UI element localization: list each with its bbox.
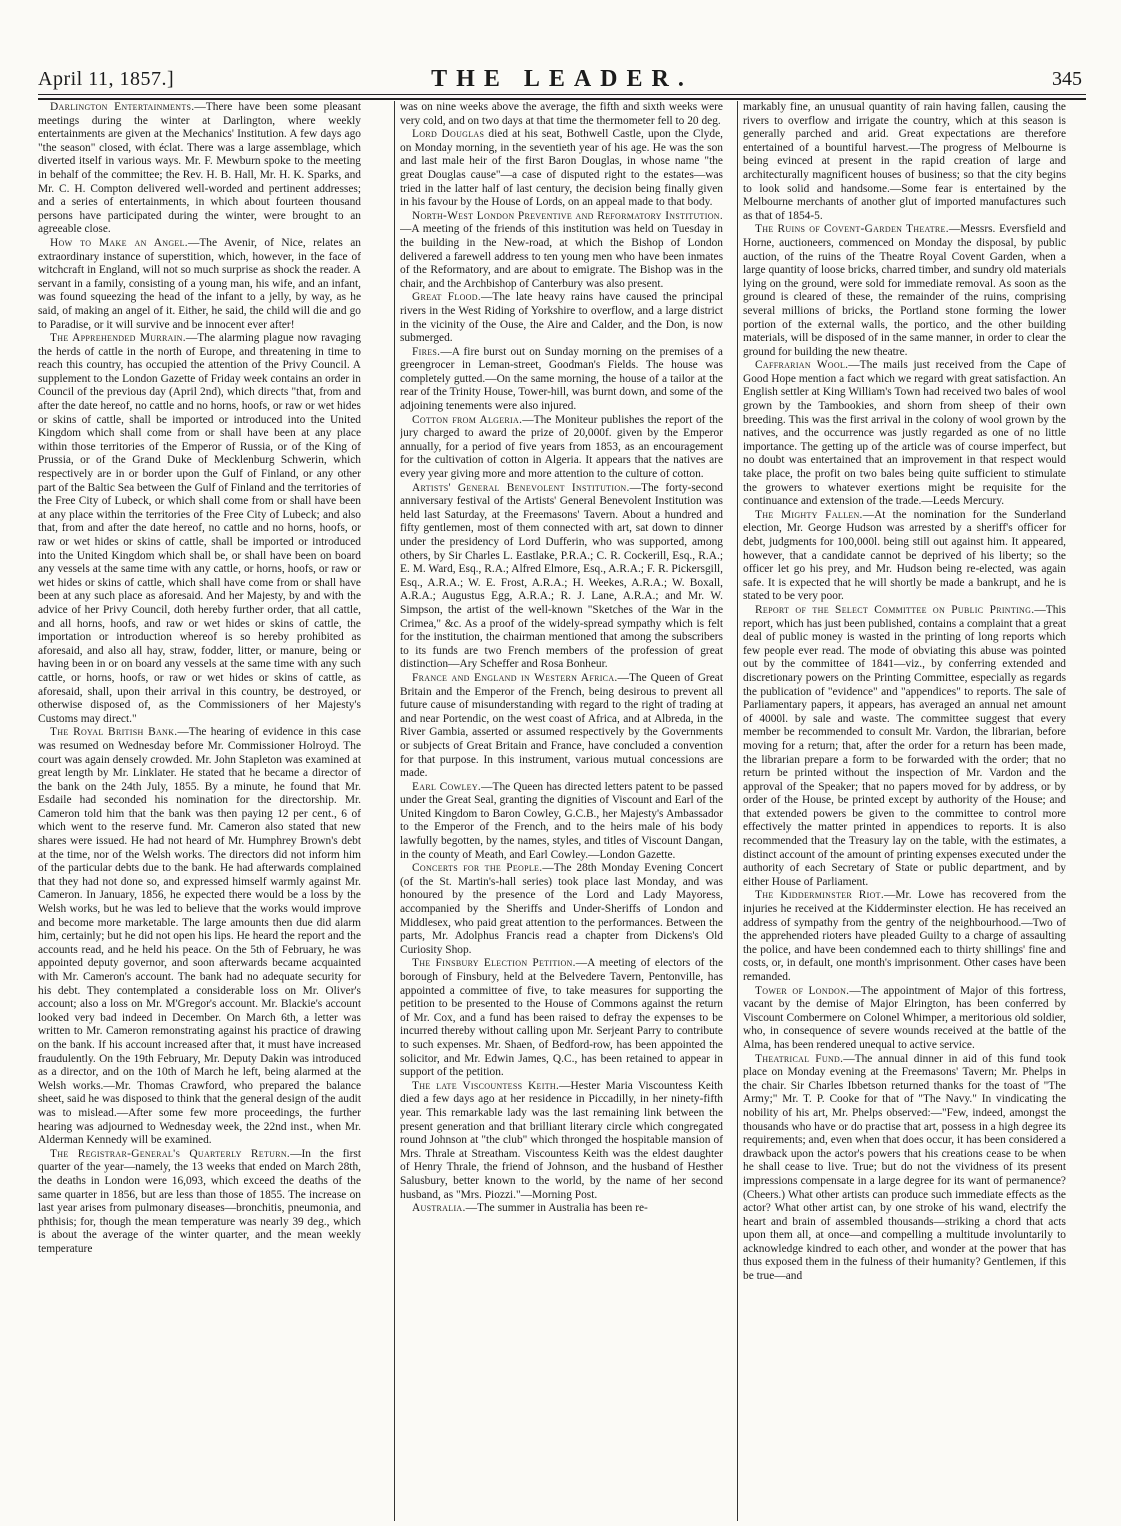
article-heading: France and England in Western Africa. (412, 671, 618, 684)
article-text: —Messrs. Eversfield and Horne, auctioneers, commenced on Monday the disposal, by public auction, of the ruins of the Theatre Royal Covent Garden, when a large quantity of loose bricks, charred timber, and sundry old materials lying on the ground, were sold for immediate removal. As soon as the ground is cleared of these, the remainder of the ruins, comprising several millions of bricks, the Portland stone forming the lower portion of the external walls, the portico, and the other building materials, will be disposed of in the same manner, in order to clear the ground for building the new theatre. (743, 223, 1066, 358)
article-text: —The Avenir, of Nice, relates an extraordinary instance of superstition, which, however, in the face of witchcraft in England, will not so much surprise as shock the reader. A servant in a family, consisting of a young man, his wife, and an infant, was found squeezing the head of the infant to a jelly, by way, as he said, of making an angel of it. Either, he said, the child will die and go to Paradise, or it will survive and be innocent ever after! (38, 236, 361, 331)
masthead (38, 66, 1086, 96)
article-text: —Mr. Lowe has recovered from the injuries he received at the Kidderminster election. He has received an address of sympathy from the gentry of the neighbourhood.—Two of the apprehended rioters have pleaded Guilty to a charge of assaulting the police, and have been condemned each to thirty shillings' fine and costs, or, in default, one month's imprisonment. Other cases have been remanded. (743, 889, 1066, 983)
article-paragraph (38, 1148, 361, 1257)
article-paragraph (400, 957, 723, 1079)
article-text: —The Queen of Great Britain and the Emperor of the French, being desirous to prevent all future cause of misunderstanding with regard to the right of trading at and near Portendic, on the west coast of Africa, and at Albreda, in the River Gambia, asserted or assumed respectively by the Governments or subjects of Great Britain and France, have concluded a convention for that purpose. In this instrument, various mutual concessions are made. (400, 671, 723, 780)
article-paragraph (38, 726, 361, 1147)
article-text: —Hester Maria Viscountess Keith died a few days ago at her residence in Piccadilly, in her ninety-fifth year. This remarkable lady was the last remaining link between the present generation and that brilliant literary circle which congregated round Johnson at "the club" which thronged the hospitable mansion of Mrs. Thrale at Streatham. Viscountess Keith was the eldest daughter of Henry Thrale, the friend of Johnson, and the husband of Hesther Salusbury, better known to the world, by the name of her second husband, as "Mrs. Piozzi."—Morning Post. (400, 1079, 723, 1201)
article-heading: The Kidderminster Riot. (755, 889, 885, 902)
article-text: —The Moniteur publishes the report of the jury charged to award the prize of 20,000f. given by the Emperor annually, for a period of five years from 1853, as an encouragement for the cultivation of cotton in Algeria. It appears that the natives are every year giving more and more attention to the culture of cotton. (400, 413, 723, 481)
article-paragraph (400, 414, 723, 482)
article-paragraph (38, 101, 361, 237)
article-heading: Australia. (412, 1202, 466, 1215)
article-text: markably fine, an unusual quantity of rain having fallen, causing the rivers to overflow and irrigate the country, which at this season is generally parched and arid. Great expectations are therefore entertained of a bountiful harvest.—The progress of Melbourne is being evinced at present in the rapid creation of large and architecturally magnificent houses of business; so that the city begins to look solid and handsome.—Some fear is entertained by the Melbourne merchants of another glut of imported manufactures such as that of 1854-5. (743, 101, 1066, 222)
article-heading: Cotton from Algeria. (412, 413, 523, 426)
article-text: —The appointment of Major of this fortress, vacant by the demise of Major Elrington, has been conferred by Viscount Combermere on Colonel Whimper, a meritorious old soldier, who, in consequence of severe wounds received at the battle of the Alma, has been rendered unequal to active service. (743, 984, 1066, 1051)
article-paragraph (743, 509, 1066, 604)
article-text: —There have been some pleasant meetings during the winter at Darlington, where weekly entertainments are given at the Mechanics' Institution. A few days ago "the season" closed, with éclat. There was a large assemblage, which diverted itself in various ways. Mr. F. Mewburn spoke to the meeting in behalf of the committee; the Rev. H. B. Hall, Mr. H. K. Sparks, and Mr. C. H. Compton delivered well-worded and pertinent addresses; and a series of entertainments, in which about fourteen thousand persons have participated during the winter, were brought to an agreeable close. (38, 101, 361, 236)
article-heading: North-West London Preventive and Reformatory Institution. (412, 209, 723, 222)
article-text: died at his seat, Bothwell Castle, upon the Clyde, on Monday morning, in the seventieth year of his age. He was the son and last male heir of the first Baron Douglas, in whose name "the great Douglas cause"—a case of disputed right to the estates—was tried in the latter half of last century, the decision being finally given in his favour by the House of Lords, on an appeal made to that body. (400, 128, 723, 209)
article-heading: Artists' General Benevolent Institution. (412, 481, 630, 494)
article-paragraph (38, 332, 361, 726)
issue-date: April 11, 1857.] (38, 68, 175, 90)
article-heading: Darlington Entertainments. (50, 101, 195, 113)
article-paragraph (743, 985, 1066, 1053)
article-heading: Theatrical Fund. (755, 1052, 844, 1065)
article-columns (38, 101, 1086, 1521)
article-heading: Caffrarian Wool. (755, 359, 849, 372)
article-text: —The mails just received from the Cape of Good Hope mention a fact which we regard with great satisfaction. An English settler at King William's Town had received two bales of wool grown by the Tambookies, and shorn from sheep of their own breeding. This was the first arrival in the colony of wool grown by the natives, and the occurrence was justly regarded as one of no little importance. The getting up of the article was of course imperfect, but no doubt was entertained that an improvement in that respect would take place, the profit on two bales being quite sufficient to stimulate the growers to whatever exertions might be requisite for the continuance and extension of the trade.—Leeds Mercury. (743, 359, 1066, 508)
article-text: —In the first quarter of the year—namely, the 13 weeks that ended on March 28th, the deaths in London were 16,093, which exceed the deaths of the same quarter in 1856, but are less than those of 1855. The increase on last year arises from pulmonary diseases—bronchitis, pneumonia, and phthisis; for, though the mean temperature was nearly 39 deg., which is about the average of the winter quarter, and the mean weekly temperature (38, 1147, 361, 1255)
article-text: was on nine weeks above the average, the fifth and sixth weeks were very cold, and on two days at that time the thermometer fell to 20 deg. (400, 101, 723, 127)
masthead-rule-double (38, 98, 1086, 100)
article-heading: The Ruins of Covent-Garden Theatre. (755, 223, 949, 236)
article-paragraph (400, 482, 723, 672)
article-paragraph (400, 346, 723, 414)
article-text: —The hearing of evidence in this case was resumed on Wednesday before Mr. Commissioner Holroyd. The court was again densely crowded. Mr. John Stapleton was examined at great length by Mr. Linklater. He stated that he became a director of the bank on the 24th July, 1855. By a minute, he found that Mr. Esdaile had seconded his nomination for the directorship. Mr. Cameron told him that the bank was then paying 12 per cent., 6 of which went to the reserve fund. Mr. Cameron also stated that new shares were issued. He had not heard of Mr. Humphrey Brown's debt at the time, nor of the Welsh works. The directors did not inform him of the particular debts due to the bank. He had afterwards complained that they had not done so, and expressed himself warmly against Mr. Cameron. In January, 1856, he expected there would be a loss by the Welsh works, but he was led to believe that the works would improve and become more marketable. The large amounts then due did alarm him, certainly; but he did not open his lips. He heard the report and the accounts read, and he held his peace. On the 5th of February, he was appointed deputy governor, and soon afterwards became acquainted with Mr. Cameron's account. The bank had no adequate security for his debt. They contemplated a considerable loss on Mr. Oliver's account; also a loss on Mr. M'Gregor's account. Mr. Blackie's account looked very bad indeed in December. On March 6th, a letter was written to Mr. Cameron remonstrating against his practice of drawing on the bank. If his account increased after that, it must have increased fraudulently. On the 19th February, Mr. Deputy Dakin was introduced as a director, and on the 10th of March he left, being alarmed at the Welsh works.—Mr. Thomas Crawford, who prepared the balance sheet, said he was disposed to think that the general design of the audit was to mislead.—After some few more proceedings, the further hearing was adjourned to Wednesday week, the 22nd inst., when Mr. Alderman Kennedy will be examined. (38, 726, 361, 1147)
article-paragraph (743, 359, 1066, 509)
column-divider (394, 101, 395, 1521)
article-text: —The late heavy rains have caused the principal rivers in the West Riding of Yorkshire to overflow, and a large district in the vicinity of the Ouse, the Aire and Calder, and the Don, is now submerged. (400, 291, 723, 345)
article-paragraph (38, 237, 361, 332)
article-paragraph (400, 291, 723, 345)
article-heading: The late Viscountess Keith. (412, 1079, 560, 1092)
article-text: —A fire burst out on Sunday morning on the premises of a greengrocer in Leman-street, Goodman's Fields. The house was completely gutted.—On the same morning, the house of a tailor at the rear of the Trinity House, Tower-hill, was burnt down, and some of the adjoining tenements were also injured. (400, 345, 723, 413)
article-heading: Report of the Select Committee on Public Printing. (755, 603, 1035, 616)
article-heading: Concerts for the People. (412, 862, 543, 875)
article-paragraph (743, 223, 1066, 359)
article-heading: The Mighty Fallen. (755, 508, 863, 521)
article-paragraph (400, 210, 723, 292)
article-heading: How to Make an Angel. (50, 236, 188, 249)
article-heading: The Apprehended Murrain. (50, 332, 186, 345)
article-paragraph (743, 1053, 1066, 1284)
article-text: —The summer in Australia has been re- (465, 1202, 648, 1215)
article-text: —The forty-second anniversary festival of the Artists' General Benevolent Institution was held last Saturday, at the Freemasons' Tavern. About a hundred and fifty gentlemen, most of them connected with art, sat down to dinner under the presidency of Lord Dufferin, who was supported, among others, by Sir Charles L. Eastlake, P.R.A.; C. R. Cockerill, Esq., R.A.; E. M. Ward, Esq., R.A.; Alfred Elmore, Esq., A.R.A.; F. R. Pickersgill, Esq., A.R.A.; W. E. Frost, A.R.A.; H. Weekes, A.R.A.; W. Boxall, A.R.A.; Augustus Egg, A.R.A.; R. J. Lane, A.R.A.; and Mr. W. Simpson, the artist of the well-known "Sketches of the War in the Crimea," &c. As a proof of the widely-spread sympathy which is felt for the institution, the chairman mentioned that among the subscribers to its funds are two French members of the profession of great distinction—Ary Scheffer and Rosa Bonheur. (400, 481, 723, 671)
article-heading: The Royal British Bank. (50, 726, 178, 739)
article-heading: Great Flood. (412, 291, 481, 304)
article-paragraph (400, 672, 723, 781)
article-text: —A meeting of the friends of this institution was held on Tuesday in the building in the New-road, at which the Bishop of London delivered a farewell address to ten young men who have been inmates of the Reformatory, and are about to emigrate. The Bishop was in the chair, and the Archbishop of Canterbury was also present. (400, 223, 723, 290)
article-text: —The Queen has directed letters patent to be passed under the Great Seal, granting the dignities of Viscount and Earl of the United Kingdom to Baron Cowley, G.C.B., her Majesty's Ambassador to the Emperor of the French, and to the heirs male of his body lawfully begotten, by the names, styles, and titles of Viscount Dangan, in the county of Meath, and Earl Cowley.—London Gazette. (400, 780, 723, 861)
article-text: —The alarming plague now ravaging the herds of cattle in the north of Europe, and threatening in time to reach this country, has occupied the attention of the Privy Council. A supplement to the London Gazette of Friday week contains an order in Council of the previous day (April 2nd), which directs "that, from and after the date hereof, no cattle and no horns, hoofs, or raw or wet hides or skins of cattle, shall be imported or introduced into the United Kingdom which shall come from or shall have been at any place within those territories of the Emperor of Russia, or of the King of Prussia, or of the Grand Duke of Mecklenburg Schwerin, which respectively are in or border upon the Gulf of Finland, or any other part of the Baltic Sea between the Gulf of Finland and the territories of the Free City of Lubeck, or which shall come from or shall have been at any place within the territories of the Free City of Lubeck; and also that, from and after the date hereof, no cattle and no horns, hoofs, or raw or wet hides or skins of cattle, shall be imported or introduced into the United Kingdom which shall be, or shall have been on board any vessels at the same time with any cattle, or horns, hoofs, or raw or wet hides or skins of cattle, which shall have come from or shall have been at any such place as aforesaid. And her Majesty, by and with the advice of her Privy Council, doth hereby further order, that all cattle, and all horns, hoofs, and raw or wet hides or skins of cattle, the importation or introduction whereof is so hereby prohibited as aforesaid, and also all hay, straw, fodder, litter, or manure, being or having been in or on board any vessels at the same time with any such cattle, or horns, hoofs, or raw or wet hides or skins of cattle, as aforesaid, shall, upon their arrival in this country, be destroyed, or otherwise disposed of, as the Commissioners of her Majesty's Customs may direct." (38, 332, 361, 725)
article-heading: The Registrar-General's Quarterly Return. (50, 1147, 291, 1160)
newspaper-title: THE LEADER. (431, 66, 693, 92)
article-paragraph (400, 128, 723, 210)
column-divider (737, 101, 738, 1521)
column-3 (743, 101, 1066, 1521)
article-heading: Lord Douglas (412, 128, 485, 141)
article-heading: The Finsbury Election Petition. (412, 957, 576, 970)
article-text: —A meeting of electors of the borough of Finsbury, held at the Belvedere Tavern, Pentonville, has appointed a committee of five, to take measures for supporting the petition to be presented to the House of Commons against the return of Mr. Cox, and a fund has been raised to defray the expenses to be incurred thereby without calling upon Mr. Serjeant Parry to contribute to such expenses. Mr. Shaen, of Bedford-row, has been appointed the solicitor, and Mr. Edwin James, Q.C., has been retained to appear in support of the petition. (400, 957, 723, 1079)
article-heading: Fires. (412, 345, 441, 358)
article-paragraph (400, 781, 723, 863)
article-paragraph (400, 101, 723, 128)
article-paragraph (743, 604, 1066, 889)
article-text: —The annual dinner in aid of this fund took place on Monday evening at the Freemasons' Tavern; Mr. Phelps in the chair. Sir Charles Ibbetson returned thanks for the toast of "The Army;" Mr. T. P. Cooke for that of "The Navy." In vindicating the nobility of his art, Mr. Phelps observed:—"Few, indeed, amongst the thousands who have or do practise that art, possess in a high degree its requirements; and, even when that does occur, it has been considered a drawback upon the actor's powers that his creations cease to be when he shall cease to live. True; but do not the vividness of its present impressions compensate in a large degree for its want of permanence? (Cheers.) What other artists can produce such immediate effects as the actor? What other artist can, by one stroke of his wand, electrify the heart and brain of assembled thousands—striking a chord that acts upon them all, at once—and compelling a multitude involuntarily to acknowledge kindred to each other, and wonder at the power that has thus exposed them in the fulness of their humanity? Gentlemen, if this be true—and (743, 1052, 1066, 1283)
article-paragraph (743, 889, 1066, 984)
article-paragraph (400, 1202, 723, 1216)
column-1 (38, 101, 361, 1521)
article-paragraph (400, 1080, 723, 1202)
article-paragraph (743, 101, 1066, 223)
article-text: —The 28th Monday Evening Concert (of the St. Martin's-hall series) took place last Monday, and was honoured by the presence of the Lord and Lady Mayoress, accompanied by the Sheriffs and Under-Sheriffs of London and Middlesex, who paid great attention to the performances. Between the parts, Mr. Adolphus Francis read a chapter from Dickens's Old Curiosity Shop. (400, 862, 723, 956)
article-heading: Earl Cowley. (412, 780, 482, 793)
article-text: —At the nomination for the Sunderland election, Mr. George Hudson was arrested by a sheriff's officer for debt, judgments for 100,000l. being still out against him. It appeared, however, that a candidate cannot be deprived of his liberty; so the officer let go his prey, and Mr. Hudson being re-elected, was again safe. It is expected that he will shortly be made a bankrupt, and he is stated to be very poor. (743, 508, 1066, 603)
column-2 (400, 101, 723, 1521)
article-paragraph (400, 862, 723, 957)
article-heading: Tower of London. (755, 984, 850, 997)
article-text: —This report, which has just been published, contains a complaint that a great deal of public money is wasted in the printing of long reports which few people ever read. The mode of obviating this abuse was pointed out by the committee of 1841—viz., by conferring extended and discretionary powers on the Printing Committee, especially as regards the publication of "evidence" and "appendices" to reports. The sale of Parliamentary papers, it appears, has averaged an annual net amount of 4000l. by sale and waste. The committee suggest that every member be recommended to consult Mr. Vardon, the librarian, before moving for a return; that, after the order for a return has been made, the librarian prepare a form to be forwarded with the order; that no return be printed without the inspection of Mr. Vardon and the approval of the Speaker; that no papers moved for by address, or by order of the House, be printed except by authority of the House; and that extended powers be given to the committee to control more effectively the matter printed in appendices to reports. It is also recommended that the Treasury lay on the table, with the estimates, a distinct account of the amount of printing expenses executed under the authority of each Secretary of State or public department, and by either House of Parliament. (743, 603, 1066, 888)
page-number: 345 (1052, 68, 1082, 90)
masthead-rule (38, 94, 1086, 95)
